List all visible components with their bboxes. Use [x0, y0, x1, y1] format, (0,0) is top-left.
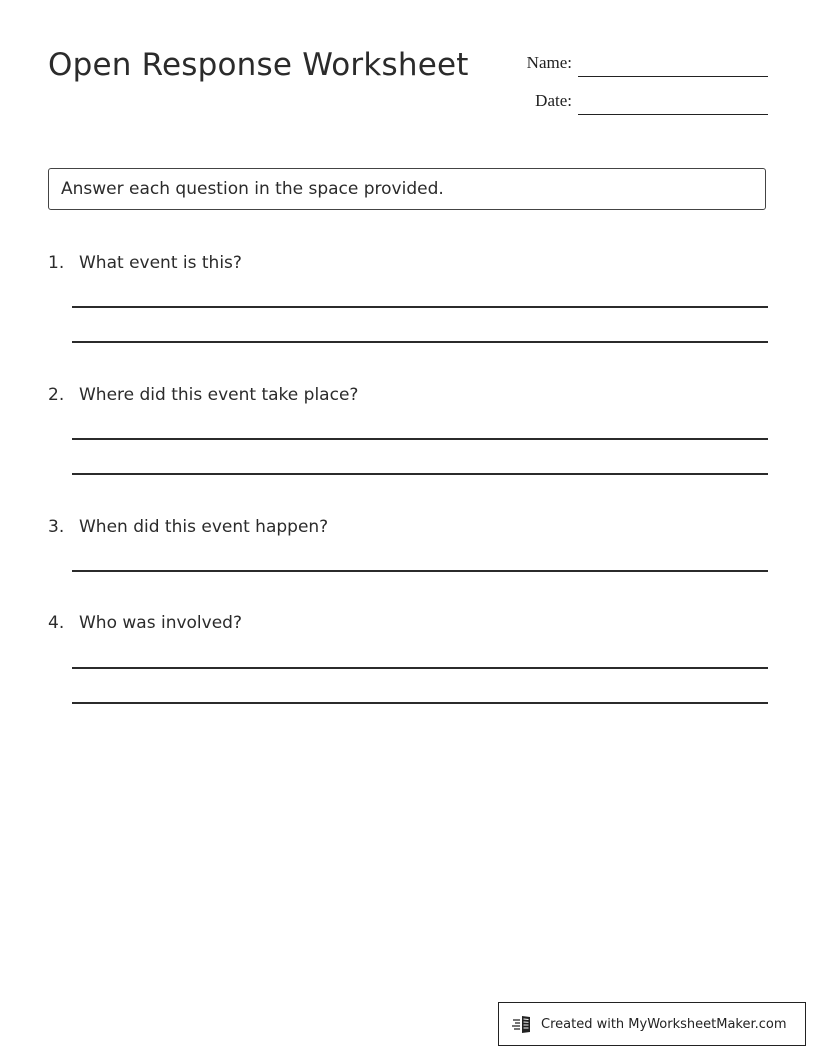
answer-line[interactable] [72, 306, 768, 308]
question-text [48, 611, 242, 635]
worksheet-title: Open Response Worksheet [48, 47, 469, 83]
worksheet-maker-logo-icon [511, 1014, 533, 1034]
answer-line[interactable] [72, 438, 768, 440]
instructions-box: Answer each question in the space provided. [48, 168, 766, 210]
question-number: 1. [48, 253, 65, 273]
date-field[interactable] [535, 90, 768, 112]
footer-badge[interactable] [498, 1002, 806, 1046]
footer-text: Created with MyWorksheetMaker.com [541, 1016, 787, 1032]
date-label: Date: [535, 91, 572, 110]
question-prompt: What event is this? [79, 253, 242, 273]
answer-line[interactable] [72, 667, 768, 669]
name-label: Name: [526, 53, 572, 72]
answer-line[interactable] [72, 702, 768, 704]
question-number: 2. [48, 385, 65, 405]
question-text [48, 251, 242, 275]
date-blank-line[interactable] [578, 114, 768, 115]
name-field[interactable] [527, 52, 768, 74]
question-text [48, 383, 358, 407]
question-number: 3. [48, 517, 65, 537]
question-text [48, 515, 328, 539]
answer-line[interactable] [72, 341, 768, 343]
name-blank-line[interactable] [578, 76, 768, 77]
question-prompt: Where did this event take place? [79, 385, 359, 405]
question-prompt: Who was involved? [79, 613, 242, 633]
question-prompt: When did this event happen? [79, 517, 329, 537]
answer-line[interactable] [72, 473, 768, 475]
answer-line[interactable] [72, 570, 768, 572]
question-number: 4. [48, 613, 65, 633]
